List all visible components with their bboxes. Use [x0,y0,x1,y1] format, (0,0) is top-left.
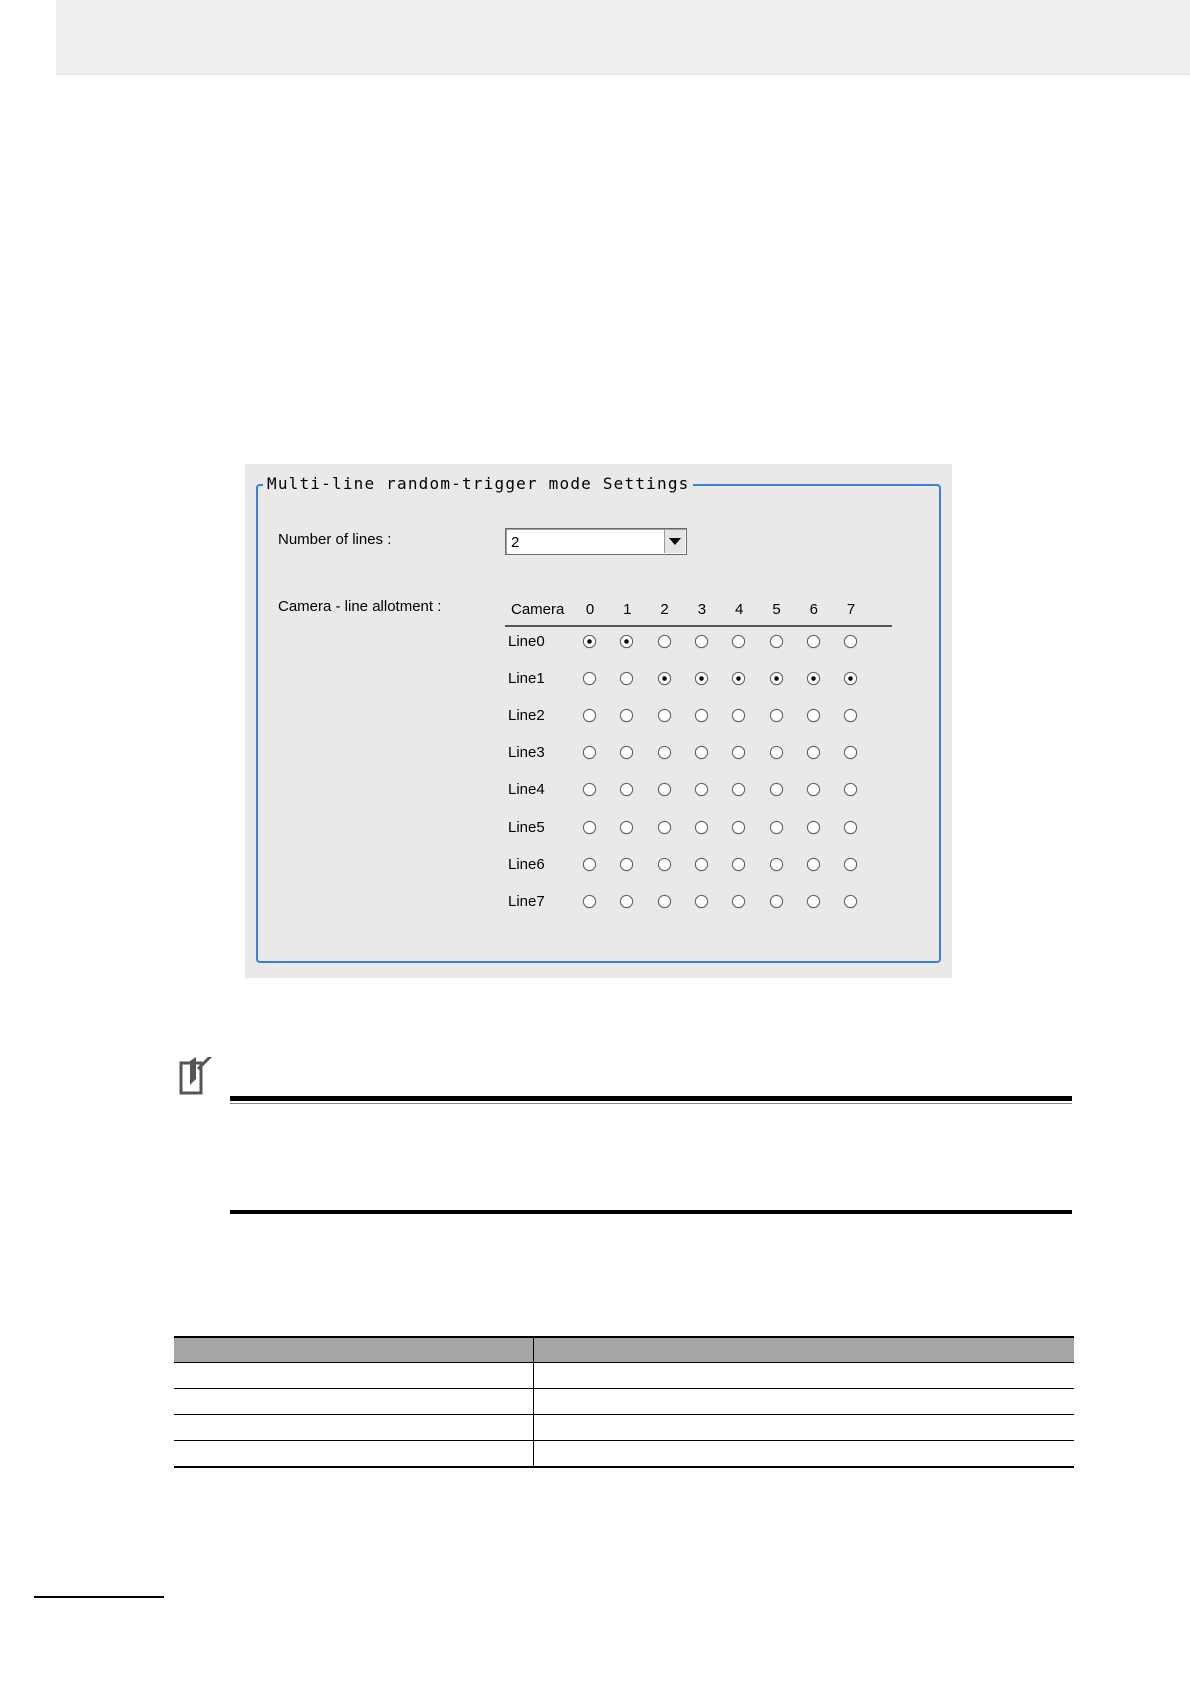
radio-line5-camera1[interactable] [619,820,634,835]
camera-column-4: 4 [735,601,744,618]
radio-line0-camera3[interactable] [694,634,709,649]
radio-line3-camera6[interactable] [806,745,821,760]
number-of-lines-select[interactable] [505,528,687,555]
radio-line5-camera0[interactable] [582,820,597,835]
table-row [174,1441,1074,1468]
radio-line2-camera3[interactable] [694,708,709,723]
radio-line6-camera7[interactable] [843,857,858,872]
note-rule-top-thin [230,1103,1072,1104]
radio-line1-camera1[interactable] [619,671,634,686]
radio-line2-camera7[interactable] [843,708,858,723]
dropdown-button[interactable] [664,530,685,553]
radio-line1-camera2[interactable] [657,671,672,686]
number-of-lines-value: 2 [511,534,520,551]
radio-line6-camera6[interactable] [806,857,821,872]
line-label-3: Line3 [508,744,545,762]
radio-line2-camera1[interactable] [619,708,634,723]
page-header-band [56,0,1190,75]
radio-line6-camera2[interactable] [657,857,672,872]
radio-line3-camera4[interactable] [731,745,746,760]
table-row [174,1415,1074,1441]
camera-column-1: 1 [623,601,632,618]
radio-line7-camera2[interactable] [657,894,672,909]
radio-line5-camera7[interactable] [843,820,858,835]
pencil-note-icon [178,1057,218,1097]
radio-line3-camera5[interactable] [769,745,784,760]
radio-line6-camera5[interactable] [769,857,784,872]
radio-line6-camera4[interactable] [731,857,746,872]
radio-line7-camera7[interactable] [843,894,858,909]
radio-line1-camera4[interactable] [731,671,746,686]
number-of-lines-label: Number of lines : [278,531,392,548]
radio-line2-camera0[interactable] [582,708,597,723]
radio-line1-camera3[interactable] [694,671,709,686]
radio-line4-camera1[interactable] [619,782,634,797]
table-row [174,1389,1074,1415]
radio-line6-camera0[interactable] [582,857,597,872]
radio-line2-camera6[interactable] [806,708,821,723]
camera-column-2: 2 [660,601,669,618]
radio-line0-camera6[interactable] [806,634,821,649]
radio-line1-camera0[interactable] [582,671,597,686]
line-label-6: Line6 [508,855,545,873]
camera-column-7: 7 [846,601,856,618]
radio-line7-camera0[interactable] [582,894,597,909]
radio-line5-camera3[interactable] [694,820,709,835]
line-label-0: Line0 [508,633,545,650]
radio-line6-camera3[interactable] [694,857,709,872]
radio-line4-camera3[interactable] [694,782,709,797]
radio-line3-camera7[interactable] [843,745,858,760]
line-label-2: Line2 [508,707,545,725]
line-label-4: Line4 [508,781,545,799]
radio-line1-camera6[interactable] [806,671,821,686]
radio-line0-camera5[interactable] [769,634,784,649]
radio-line4-camera0[interactable] [582,782,597,797]
radio-line7-camera5[interactable] [769,894,784,909]
radio-line4-camera2[interactable] [657,782,672,797]
radio-line2-camera4[interactable] [731,708,746,723]
radio-line0-camera4[interactable] [731,634,746,649]
data-table [174,1336,1074,1468]
camera-line-allotment-label: Camera - line allotment : [278,598,442,615]
line-label-5: Line5 [508,818,545,836]
camera-column-0: 0 [585,601,595,618]
footer-rule [34,1596,164,1598]
line-label-1: Line1 [508,670,545,688]
radio-line7-camera1[interactable] [619,894,634,909]
line-label-7: Line7 [508,892,545,910]
radio-line4-camera4[interactable] [731,782,746,797]
table-row [174,1363,1074,1389]
note-rule-top [230,1096,1072,1101]
note-rule-bottom [230,1210,1072,1214]
settings-group-box [256,484,941,963]
radio-line5-camera5[interactable] [769,820,784,835]
camera-column-5: 5 [772,601,781,618]
radio-line0-camera7[interactable] [843,634,858,649]
radio-line1-camera7[interactable] [843,671,858,686]
radio-line2-camera5[interactable] [769,708,784,723]
radio-line2-camera2[interactable] [657,708,672,723]
radio-line3-camera0[interactable] [582,745,597,760]
radio-line7-camera4[interactable] [731,894,746,909]
radio-line3-camera2[interactable] [657,745,672,760]
radio-line0-camera1[interactable] [619,634,634,649]
radio-line1-camera5[interactable] [769,671,784,686]
radio-line7-camera3[interactable] [694,894,709,909]
radio-line4-camera5[interactable] [769,782,784,797]
radio-line5-camera2[interactable] [657,820,672,835]
header-rule [505,625,892,627]
camera-column-header: Camera [511,601,565,618]
radio-line6-camera1[interactable] [619,857,634,872]
radio-line3-camera1[interactable] [619,745,634,760]
radio-line5-camera6[interactable] [806,820,821,835]
table-header-row [174,1337,1074,1363]
radio-line0-camera2[interactable] [657,634,672,649]
radio-line3-camera3[interactable] [694,745,709,760]
radio-line5-camera4[interactable] [731,820,746,835]
settings-dialog [245,464,952,978]
radio-line4-camera6[interactable] [806,782,821,797]
camera-column-6: 6 [809,601,818,618]
radio-line0-camera0[interactable] [582,634,597,649]
camera-column-3: 3 [697,601,707,618]
chevron-down-icon [669,538,681,545]
radio-line4-camera7[interactable] [843,782,858,797]
radio-line7-camera6[interactable] [806,894,821,909]
group-title: Multi-line random-trigger mode Settings [263,474,693,494]
